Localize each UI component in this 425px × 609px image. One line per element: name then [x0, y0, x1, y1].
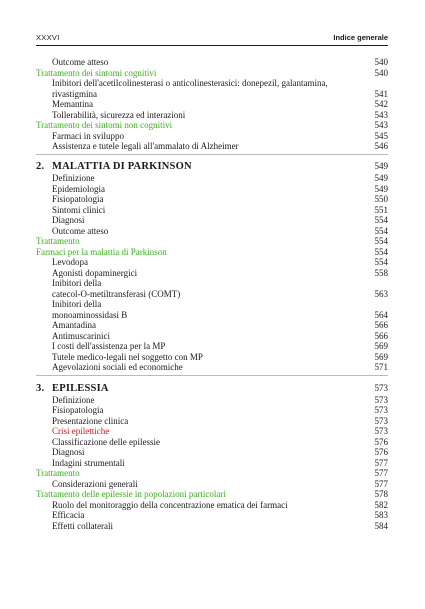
toc-entry-title — [36, 160, 204, 173]
toc-page-number: 543 — [374, 109, 388, 120]
toc-page-number: 573 — [374, 394, 388, 405]
toc-page-number: 573 — [374, 426, 388, 437]
toc-page-number: 549 — [374, 183, 388, 194]
toc-page-number: 577 — [374, 457, 388, 468]
toc-entry-title: Outcome atteso — [52, 225, 109, 236]
toc-entry[interactable] — [36, 257, 388, 268]
toc-entry-title: Ruolo del monitoraggio della concentrazione ematica dei farmaci — [52, 499, 288, 510]
toc-entry[interactable] — [36, 120, 388, 131]
toc-page-number: 558 — [374, 267, 388, 278]
toc-chapter-entry[interactable] — [36, 382, 388, 395]
toc-page-number: 576 — [374, 436, 388, 447]
toc-page-number: 573 — [374, 405, 388, 416]
toc-page-number: 576 — [374, 447, 388, 458]
toc-entry-title: monoaminossidasi B — [52, 309, 128, 320]
toc-entry[interactable] — [36, 57, 388, 68]
toc-entry[interactable] — [36, 500, 388, 511]
toc-entry[interactable] — [36, 352, 388, 363]
toc-page-number: 549 — [374, 173, 388, 184]
toc-page-number: 551 — [374, 204, 388, 215]
toc-entry-title: Trattamento dei sintomi cognitivi — [36, 67, 157, 78]
toc-entry[interactable] — [36, 226, 388, 237]
toc-page-number: 554 — [374, 215, 388, 226]
toc-entry-title: Sintomi clinici — [52, 204, 106, 215]
toc-entry-title: Inibitori della — [52, 299, 102, 310]
toc-page-number: 540 — [374, 67, 388, 78]
chapter-title: EPILESSIA — [52, 382, 109, 394]
toc-page-number: 543 — [374, 120, 388, 130]
toc-page-number: 550 — [374, 194, 388, 205]
toc-entry-title: Effetti collaterali — [52, 520, 114, 531]
toc-entry-title: Diagnosi — [52, 447, 85, 458]
toc-entry[interactable] — [36, 110, 388, 121]
toc-page-number: 573 — [374, 415, 388, 426]
toc-page-number: 554 — [374, 236, 388, 247]
toc-page-number: 571 — [374, 362, 388, 373]
toc-entry[interactable] — [36, 437, 388, 448]
toc-entry[interactable] — [36, 99, 388, 110]
toc-entry-title: Farmaci in sviluppo — [52, 130, 124, 141]
toc-entry-title: Considerazioni generali — [52, 478, 138, 489]
toc-entry-title: Fisiopatologia — [52, 405, 104, 416]
toc-page-number: 578 — [374, 489, 388, 500]
toc-entry[interactable] — [36, 205, 388, 216]
toc-entry[interactable] — [36, 141, 388, 152]
toc-entry-title: Trattamento dei sintomi non cognitivi — [36, 120, 173, 130]
toc-page-number: 584 — [374, 520, 388, 531]
toc-entry[interactable] — [36, 278, 388, 289]
chapter-number: 2. — [36, 161, 45, 173]
toc-entry[interactable] — [36, 194, 388, 205]
toc-page-number: 583 — [374, 510, 388, 521]
toc-entry[interactable] — [36, 489, 388, 500]
toc-entry-title: Presentazione clinica — [52, 415, 129, 426]
toc-page-number: 564 — [374, 309, 388, 320]
page-number-roman: XXXVI — [36, 33, 60, 42]
toc-entry-title: Tutele medico-legali nel soggetto con MP — [52, 351, 203, 362]
toc-entry-title: Definizione — [52, 173, 95, 184]
toc-entry-title: Memantina — [52, 99, 93, 109]
toc-entry[interactable] — [36, 320, 388, 331]
toc-page-number: 549 — [374, 161, 388, 172]
toc-entry-title: Inibitori della — [52, 278, 102, 289]
page-header — [36, 33, 388, 46]
toc-page-number: 569 — [374, 351, 388, 362]
toc-entry-title: Trattamento delle epilessie in popolazioni particolari — [36, 489, 226, 500]
toc-entry[interactable] — [36, 299, 388, 310]
toc-entry-title: Agevolazioni sociali ed economiche — [52, 362, 183, 373]
toc-entry-title: Diagnosi — [52, 215, 85, 226]
toc-chapter-entry[interactable] — [36, 160, 388, 173]
toc-entry-title: Farmaci per la malattia di Parkinson — [36, 246, 167, 257]
toc-page-number: 573 — [374, 382, 388, 393]
toc-entry[interactable] — [36, 331, 388, 342]
chapter-title: MALATTIA DI PARKINSON — [52, 161, 192, 173]
toc-entry[interactable] — [36, 289, 388, 300]
chapter-separator — [36, 375, 388, 376]
running-title: Indice generale — [333, 33, 388, 42]
toc-page-number: 577 — [374, 478, 388, 489]
toc-page-number: 582 — [374, 499, 388, 510]
toc-entry-title: Amantadina — [52, 320, 96, 331]
toc-entry-title: Definizione — [52, 394, 95, 405]
toc-entry[interactable] — [36, 395, 388, 406]
toc-entry-title: Tollerabilità, sicurezza ed interazioni — [52, 109, 186, 120]
toc-entry[interactable] — [36, 215, 388, 226]
toc-entry[interactable] — [36, 521, 388, 532]
toc-entry-title: Classificazione delle epilessie — [52, 436, 160, 447]
toc-page-number: 540 — [374, 57, 388, 67]
toc-entry[interactable] — [36, 458, 388, 469]
toc-page-number: 554 — [374, 257, 388, 268]
toc-page-number: 577 — [374, 468, 388, 479]
toc-page-number: 563 — [374, 288, 388, 299]
toc-entry[interactable] — [36, 131, 388, 142]
toc-entry-title: Indagini strumentali — [52, 457, 125, 468]
toc-entry[interactable] — [36, 468, 388, 479]
toc-entry[interactable] — [36, 426, 388, 437]
toc-entry-title: Assistenza e tutele legali all'ammalato di Alzheimer — [52, 141, 239, 151]
toc-entry[interactable] — [36, 68, 388, 79]
toc-entry[interactable] — [36, 479, 388, 490]
toc-page-number: 545 — [374, 130, 388, 141]
toc-page-number: 566 — [374, 330, 388, 341]
toc-entry-title: catecol-O-metiltransferasi (COMT) — [52, 288, 181, 299]
toc-page-number: 546 — [374, 141, 388, 151]
toc-entry-title: I costi dell'assistenza per la MP — [52, 341, 166, 352]
chapter-number: 3. — [36, 382, 45, 394]
chapter-separator — [36, 154, 388, 155]
toc-entry[interactable] — [36, 268, 388, 279]
toc-entry[interactable] — [36, 416, 388, 427]
toc-entry[interactable] — [36, 362, 388, 373]
toc-page-number: 569 — [374, 341, 388, 352]
toc-entry-title — [36, 382, 121, 395]
toc-entry-title: Trattamento — [36, 468, 80, 479]
toc-entry-title: Efficacia — [52, 510, 85, 521]
toc-entry-title: Inibitori dell'acetilcolinesterasi o anticolinesterasici: donepezil, galantamina, rivastigmina — [52, 78, 328, 99]
toc-page-number: 554 — [374, 225, 388, 236]
toc-page-number: 542 — [374, 99, 388, 109]
toc-entry[interactable] — [36, 510, 388, 521]
toc-entry[interactable] — [36, 341, 388, 352]
toc-entry-title: Crisi epilettiche — [52, 426, 110, 437]
toc-page-number: 541 — [374, 88, 388, 99]
toc-entry[interactable] — [36, 247, 388, 258]
toc-entry[interactable] — [36, 173, 388, 184]
toc-entry-title: Fisiopatologia — [52, 194, 104, 205]
toc-entry-title: Antimuscarinici — [52, 330, 110, 341]
toc-entry-title: Agonisti dopaminergici — [52, 267, 138, 278]
toc-entry[interactable] — [36, 78, 388, 99]
toc-page-number: 566 — [374, 320, 388, 331]
toc-page-number: 554 — [374, 246, 388, 257]
table-of-contents — [36, 57, 388, 531]
toc-entry[interactable] — [36, 447, 388, 458]
toc-entry-title: Trattamento — [36, 236, 80, 247]
toc-entry[interactable] — [36, 310, 388, 321]
toc-entry-title: Outcome atteso — [52, 57, 109, 67]
toc-entry[interactable] — [36, 184, 388, 195]
toc-entry[interactable] — [36, 236, 388, 247]
toc-entry-title: Levodopa — [52, 257, 88, 268]
toc-entry-title: Epidemiologia — [52, 183, 105, 194]
toc-entry[interactable] — [36, 405, 388, 416]
